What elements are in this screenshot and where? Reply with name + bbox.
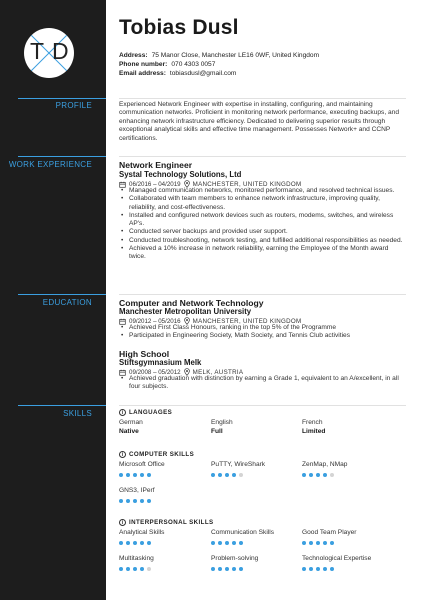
email-line xyxy=(119,69,236,78)
education-title: Computer and Network Technology xyxy=(119,298,264,308)
rating-dot xyxy=(309,567,313,571)
email-value: tobiasdusl@gmail.com xyxy=(169,70,237,77)
work-divider xyxy=(18,156,106,157)
rating-dot xyxy=(119,473,123,477)
rating-dot xyxy=(133,473,137,477)
section-label-work: WORK EXPERIENCE xyxy=(8,160,92,169)
info-icon: i xyxy=(119,409,126,416)
computer-skill-name: ZenMap, NMap xyxy=(302,461,348,468)
education-dates: 09/2008 – 05/2012 xyxy=(129,368,181,376)
rating-dot xyxy=(232,541,236,545)
rating-dot xyxy=(323,473,327,477)
phone-value: 070 4303 0057 xyxy=(171,61,216,68)
skill-rating xyxy=(119,499,151,503)
rating-dot xyxy=(225,473,229,477)
email-label: Email address: xyxy=(119,70,166,77)
rating-dot xyxy=(119,541,123,545)
rating-dot xyxy=(232,567,236,571)
interpersonal-skill-name: Analytical Skills xyxy=(119,529,165,536)
skill-rating xyxy=(119,567,151,571)
education-bullets xyxy=(119,375,404,392)
address-line xyxy=(119,51,319,60)
skill-rating xyxy=(302,567,334,571)
job-location: MANCHESTER, UNITED KINGDOM xyxy=(192,180,302,188)
profile-divider xyxy=(18,98,106,99)
rating-dot xyxy=(119,499,123,503)
education-school: Stiftsgymnasium Melk xyxy=(119,358,202,367)
interpersonal-skill-name: Multitasking xyxy=(119,555,154,562)
language-level: Limited xyxy=(302,428,326,435)
skill-rating xyxy=(211,541,243,545)
interpersonal-skills-heading-label: INTERPERSONAL SKILLS xyxy=(129,519,214,526)
list-item: • Collaborated with team members to enhance network infrastructure, improving quality, reliability, and cost-effectiveness. xyxy=(119,195,404,212)
monogram-first-letter: T xyxy=(30,38,45,64)
info-icon: i xyxy=(119,451,126,458)
skill-rating xyxy=(211,567,243,571)
skills-rule xyxy=(119,405,406,406)
rating-dot xyxy=(239,473,243,477)
monogram-last-letter: D xyxy=(52,38,69,64)
language-name: German xyxy=(119,419,143,426)
list-item: • Conducted troubleshooting, network testing, and fulfilled additional responsibilities as needed. xyxy=(119,237,404,245)
section-label-education: EDUCATION xyxy=(42,298,92,307)
education-location: MELK, AUSTRIA xyxy=(192,368,244,376)
education-divider xyxy=(18,294,106,295)
skill-rating xyxy=(211,473,243,477)
list-item: • Participated in Engineering Society, Math Society, and Tennis Club activities xyxy=(119,332,404,340)
rating-dot xyxy=(147,499,151,503)
rating-dot xyxy=(211,567,215,571)
skill-rating xyxy=(119,473,151,477)
sidebar xyxy=(0,0,106,600)
monogram-avatar xyxy=(24,28,74,78)
language-level: Native xyxy=(119,428,139,435)
rating-dot xyxy=(147,567,151,571)
rating-dot xyxy=(119,567,123,571)
interpersonal-skill-name: Problem-solving xyxy=(211,555,259,562)
list-item: • Installed and configured network devices such as routers, modems, switches, and wireless AP's. xyxy=(119,212,404,229)
languages-heading-label: LANGUAGES xyxy=(129,409,173,416)
job-dates: 06/2016 – 04/2019 xyxy=(129,180,181,188)
phone-label: Phone number: xyxy=(119,61,168,68)
list-item: • Achieved a 10% increase in network reliability, earning the Employee of the Month award twice. xyxy=(119,245,404,262)
interpersonal-skill-name: Good Team Player xyxy=(302,529,357,536)
rating-dot xyxy=(211,473,215,477)
education-school: Manchester Metropolitan University xyxy=(119,307,252,316)
rating-dot xyxy=(140,473,144,477)
rating-dot xyxy=(126,499,130,503)
list-item: • Achieved graduation with distinction by earning a Grade 1, equivalent to an A/excellent, in all four subjects. xyxy=(119,375,404,392)
rating-dot xyxy=(316,541,320,545)
rating-dot xyxy=(225,567,229,571)
rating-dot xyxy=(302,541,306,545)
skill-rating xyxy=(302,473,334,477)
rating-dot xyxy=(330,567,334,571)
rating-dot xyxy=(323,567,327,571)
rating-dot xyxy=(140,499,144,503)
rating-dot xyxy=(147,541,151,545)
list-item: • Conducted server backups and provided user support. xyxy=(119,228,404,236)
rating-dot xyxy=(126,473,130,477)
rating-dot xyxy=(239,541,243,545)
rating-dot xyxy=(126,567,130,571)
skill-rating xyxy=(302,541,334,545)
rating-dot xyxy=(140,541,144,545)
list-item: • Managed communication networks, monitored performance, and resolved technical issues. xyxy=(119,187,404,195)
rating-dot xyxy=(309,541,313,545)
language-level: Full xyxy=(211,428,223,435)
language-name: French xyxy=(302,419,323,426)
profile-text: Experienced Network Engineer with expertise in installing, configuring, and maintaining communication networks. Proficient in monitoring network performance, executing backups, and enhancing network infrastructure efficiency. Dedicated to delivering superior results through exceptional analytical skills and effective time management. Possesses Network+ and CCNP certifications. xyxy=(119,101,400,142)
rating-dot xyxy=(302,567,306,571)
rating-dot xyxy=(147,473,151,477)
rating-dot xyxy=(225,541,229,545)
profile-rule xyxy=(119,98,406,99)
rating-dot xyxy=(309,473,313,477)
rating-dot xyxy=(218,541,222,545)
rating-dot xyxy=(330,541,334,545)
section-label-skills: SKILLS xyxy=(63,409,92,418)
computer-skills-heading xyxy=(119,451,194,458)
rating-dot xyxy=(323,541,327,545)
skills-divider xyxy=(18,405,106,406)
rating-dot xyxy=(302,473,306,477)
rating-dot xyxy=(218,473,222,477)
rating-dot xyxy=(133,499,137,503)
rating-dot xyxy=(316,567,320,571)
section-label-profile: PROFILE xyxy=(55,101,92,110)
computer-skill-name: Microsoft Office xyxy=(119,461,165,468)
list-item: • Achieved First Class Honours, ranking in the top 5% of the Programme xyxy=(119,324,404,332)
education-dates: 09/2012 – 05/2016 xyxy=(129,317,181,325)
job-title: Network Engineer xyxy=(119,160,193,170)
language-name: English xyxy=(211,419,233,426)
rating-dot xyxy=(218,567,222,571)
education-location: MANCHESTER, UNITED KINGDOM xyxy=(192,317,302,325)
candidate-name: Tobias Dusl xyxy=(119,16,239,39)
rating-dot xyxy=(140,567,144,571)
computer-skill-name: GNS3, IPerf xyxy=(119,487,155,494)
rating-dot xyxy=(133,567,137,571)
education-title: High School xyxy=(119,349,170,359)
address-label: Address: xyxy=(119,52,148,59)
rating-dot xyxy=(239,567,243,571)
interpersonal-skill-name: Communication Skills xyxy=(211,529,275,536)
rating-dot xyxy=(126,541,130,545)
job-bullets xyxy=(119,187,404,262)
work-rule xyxy=(119,156,406,157)
computer-skill-name: PuTTY, WireShark xyxy=(211,461,266,468)
rating-dot xyxy=(316,473,320,477)
computer-skills-heading-label: COMPUTER SKILLS xyxy=(129,451,195,458)
interpersonal-skills-heading xyxy=(119,519,214,526)
address-value: 75 Manor Close, Manchester LE16 0WF, United Kingdom xyxy=(151,52,320,59)
rating-dot xyxy=(232,473,236,477)
job-company: Systal Technology Solutions, Ltd xyxy=(119,170,242,179)
info-icon: i xyxy=(119,519,126,526)
rating-dot xyxy=(133,541,137,545)
interpersonal-skill-name: Technological Expertise xyxy=(302,555,372,562)
education-rule xyxy=(119,294,406,295)
rating-dot xyxy=(211,541,215,545)
rating-dot xyxy=(330,473,334,477)
skill-rating xyxy=(119,541,151,545)
phone-line xyxy=(119,60,215,69)
education-bullets xyxy=(119,324,404,341)
languages-heading xyxy=(119,409,172,416)
